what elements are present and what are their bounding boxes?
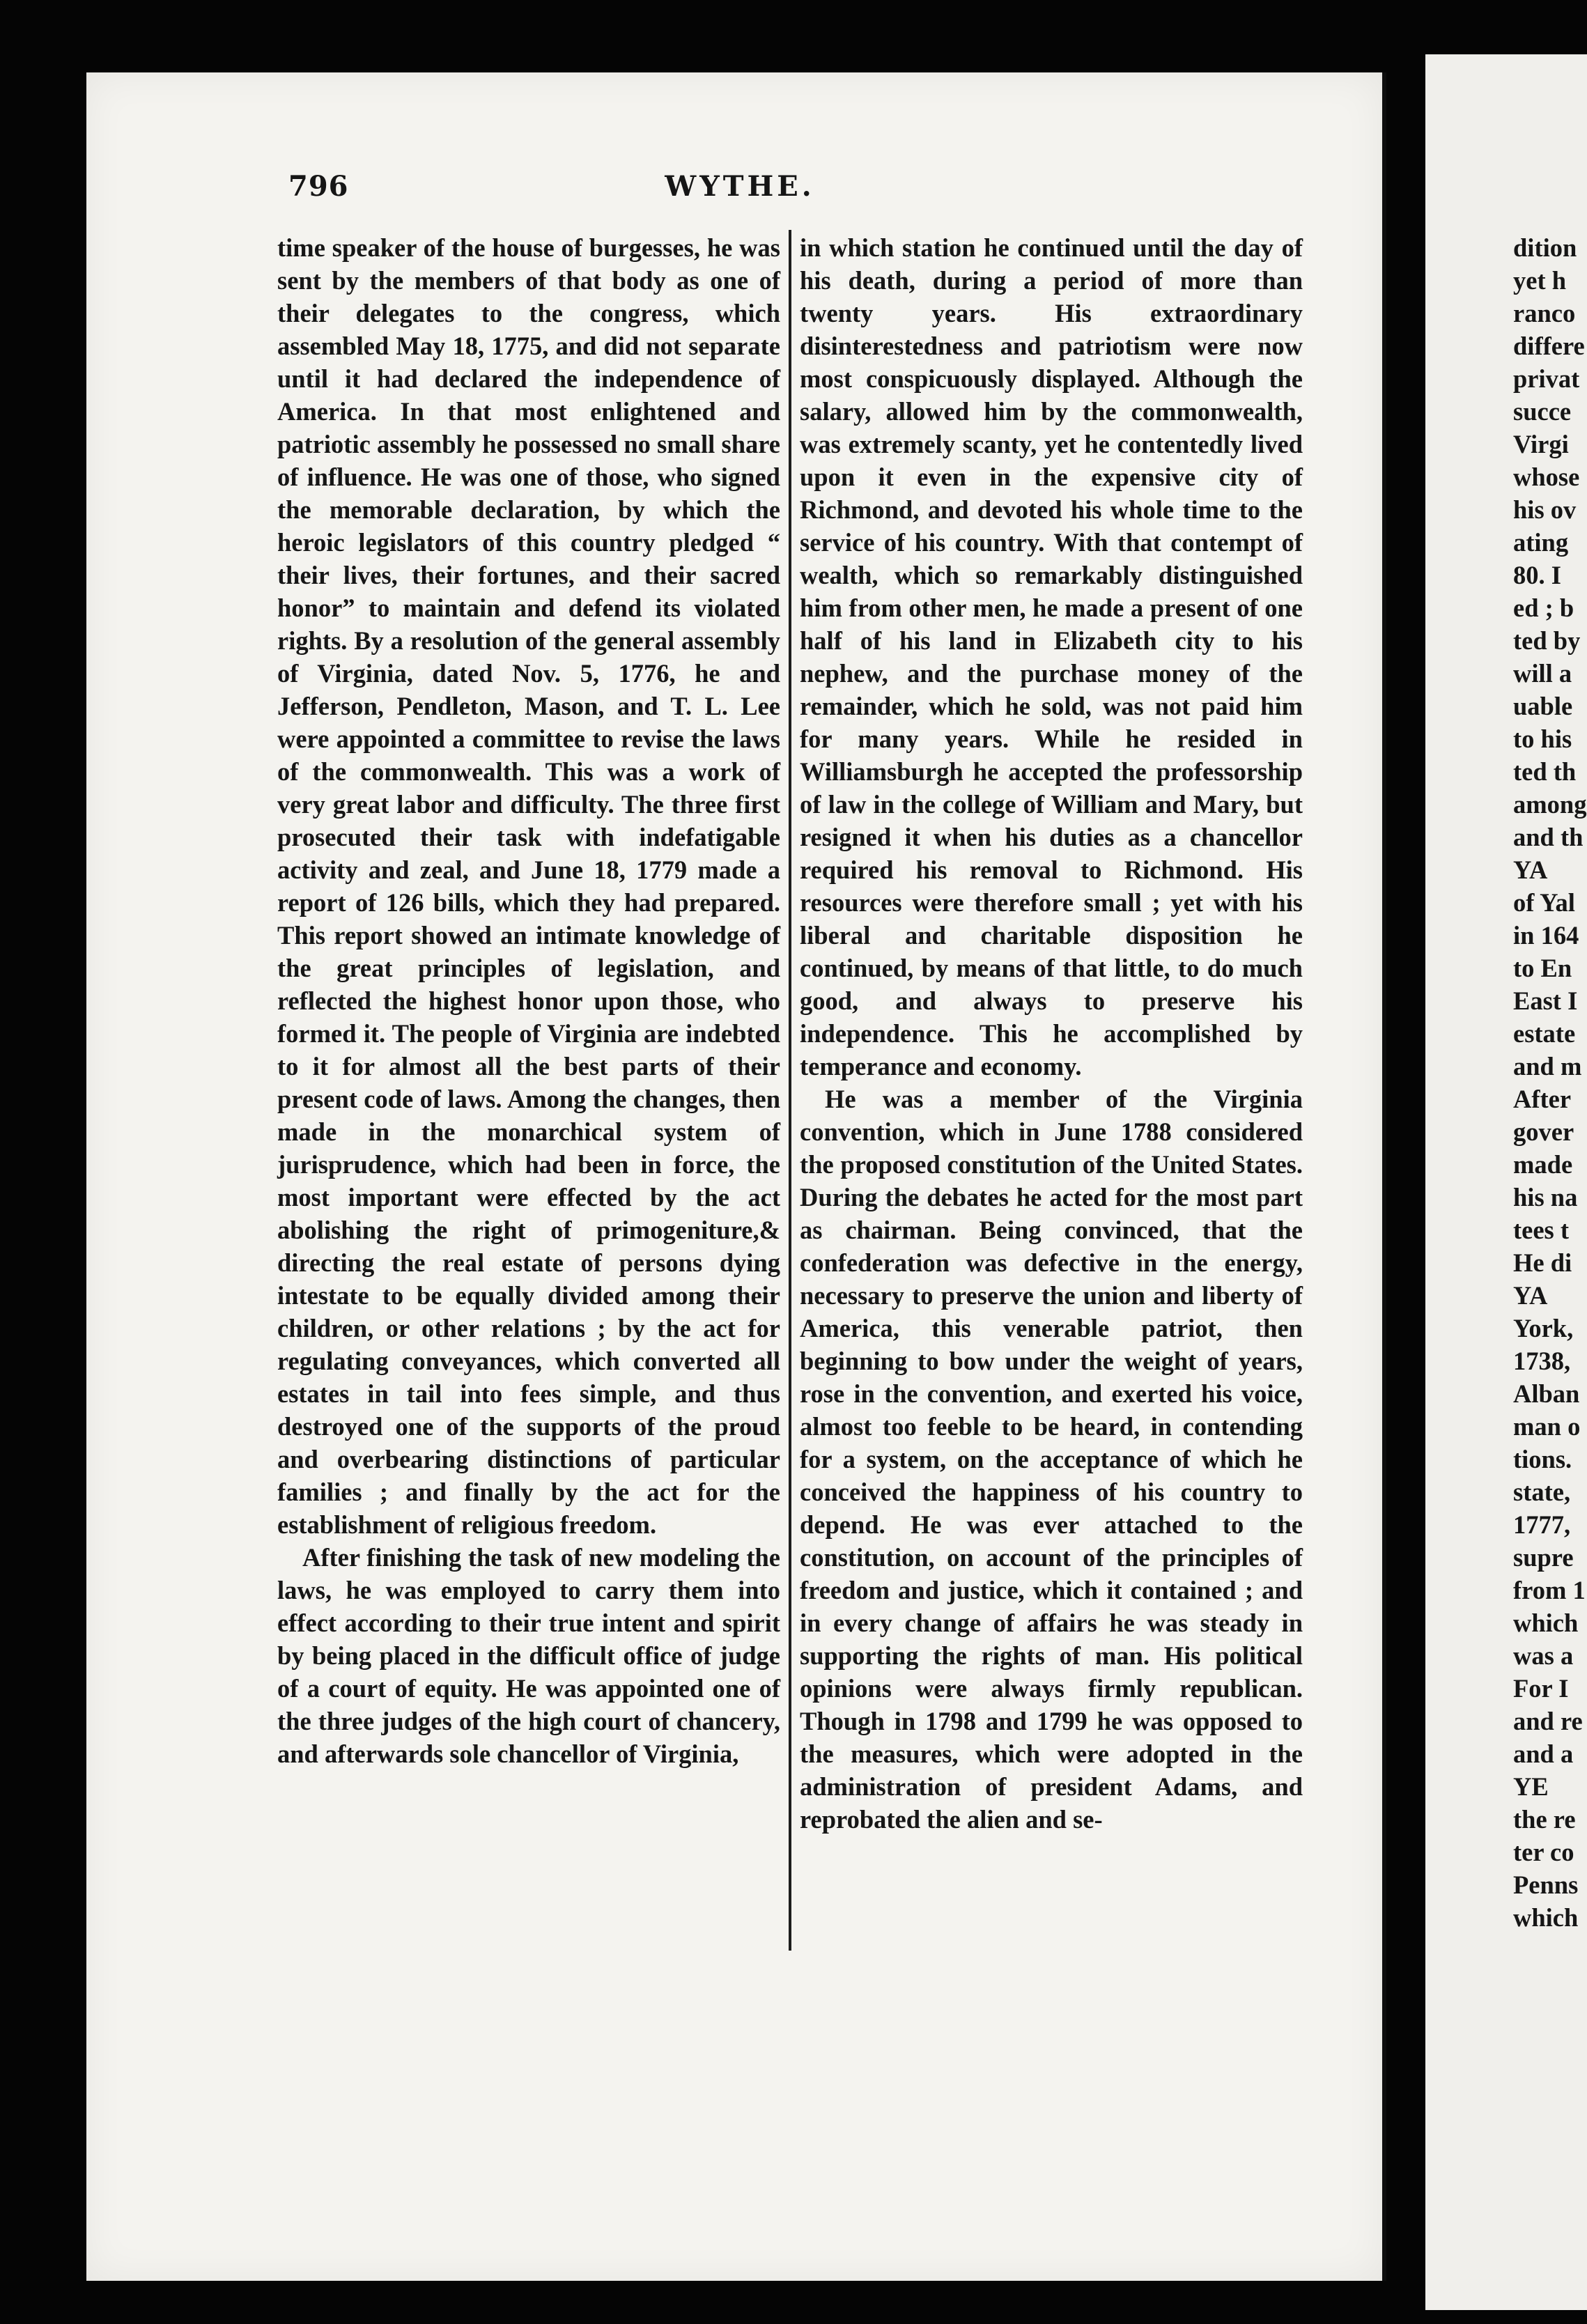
adjacent-page-line: ter co (1513, 1838, 1574, 1866)
adjacent-page-line: and re (1513, 1707, 1583, 1735)
adjacent-page-line: will a (1513, 659, 1572, 688)
adjacent-page-line: dition (1513, 233, 1577, 262)
adjacent-page-line: After (1513, 1085, 1572, 1113)
adjacent-page-text (1513, 231, 1587, 1934)
adjacent-page-line: in 164 (1513, 921, 1579, 950)
adjacent-page-line: supre (1513, 1543, 1574, 1572)
adjacent-page-line: Penns (1513, 1870, 1579, 1899)
adjacent-page-line: Virgi (1513, 430, 1569, 458)
paragraph: time speaker of the house of burgesses, he was sent by the members of that body as one of their delegates to the congress, which assembled May 18, 1775, and did not separate until it had declared the independence of America. In that most enlightened and patriotic assembly he possessed no small share of influence. He was one of those, who signed the memorable declaration, by which the heroic legislators of this country pledged “ their lives, their fortunes, and their sacred honor” to maintain and defend its violated rights. By a resolution of the general assembly of Virginia, dated Nov. 5, 1776, he and Jefferson, Pendleton, Mason, and T. L. Lee were appointed a committee to revise the laws of the commonwealth. This was a work of very great labor and difficulty. The three first prosecuted their task with indefatigable activity and zeal, and June 18, 1779 made a report of 126 bills, which they had prepared. This report showed an intimate knowledge of the great principles of legislation, and reflected the highest honor upon those, who formed it. The people of Virginia are indebted to it for almost all the best parts of their present code of laws. Among the changes, then made in the monarchical system of jurisprudence, which had been in force, the most important were effected by the act abolishing the right of primogeniture,& directing the real estate of persons dying intestate to be equally divided among their children, or other relations ; by the act for regulating conveyances, which converted all estates in tail into fees simple, and thus destroyed one of the supports of the proud and overbearing distinctions of particular families ; and finally by the act for the establishment of religious freedom. (277, 233, 780, 1539)
adjacent-page-line: and m (1513, 1052, 1582, 1080)
adjacent-page-line: yet h (1513, 266, 1567, 295)
paragraph: After finishing the task of new modeling the laws, he was employed to carry them into effect according to their true intent and spirit by being placed in the difficult office of judge of a court of equity. He was appointed one of the three judges of the high court of chancery, and afterwards sole chancellor of Virginia, (277, 1543, 780, 1768)
text-column-left (277, 231, 780, 1770)
adjacent-page-line: and th (1513, 823, 1584, 851)
adjacent-page-line: and a (1513, 1740, 1574, 1768)
adjacent-page-line: YA (1513, 1281, 1548, 1310)
adjacent-page-line: East I (1513, 986, 1578, 1015)
adjacent-page-line: was a (1513, 1641, 1574, 1670)
adjacent-page-line: privat (1513, 364, 1580, 393)
page-edge (1382, 72, 1386, 2281)
adjacent-page-line: to En (1513, 954, 1572, 982)
adjacent-page-line: his na (1513, 1183, 1578, 1211)
adjacent-page-line: YE (1513, 1772, 1549, 1801)
adjacent-page-line: state, (1513, 1478, 1571, 1506)
adjacent-page-line: He di (1513, 1248, 1572, 1277)
adjacent-page-line: ating (1513, 528, 1569, 557)
adjacent-page-line: differe (1513, 332, 1585, 360)
adjacent-page-line: among (1513, 790, 1587, 819)
text-column-right (800, 231, 1303, 1836)
adjacent-page-line: succe (1513, 397, 1572, 426)
adjacent-page-line: the re (1513, 1805, 1576, 1834)
adjacent-page-line: tions. (1513, 1445, 1572, 1473)
adjacent-page-line: YA (1513, 855, 1548, 884)
paragraph: in which station he continued until the day of his death, during a period of more than twenty years. His extraordinary disinterestedness and patriotism were now most conspicuously displayed. Although the salary, allowed him by the commonwealth, was extremely scanty, yet he contentedly lived upon it even in the expensive city of Richmond, and devoted his whole time to the service of his country. With that contempt of wealth, which so remarkably distinguished him from other men, he made a present of one half of his land in Elizabeth city to his nephew, and the purchase money of the remainder, which he sold, was not paid him for many years. While he resided in Williamsburgh he accepted the professorship of law in the college of William and Mary, but resigned it when his duties as a chancellor required his removal to Richmond. His resources were therefore small ; yet with his liberal and charitable disposition he continued, by means of that little, to do much good, and always to preserve his independence. This he accomplished by temperance and economy. (800, 233, 1303, 1080)
page-header (203, 170, 1276, 212)
adjacent-page-line: 1738, (1513, 1347, 1571, 1375)
running-head: WYTHE. (665, 170, 815, 203)
column-divider (789, 230, 791, 1951)
adjacent-page-line: uable (1513, 692, 1573, 720)
adjacent-page-line: York, (1513, 1314, 1574, 1342)
paragraph: He was a member of the Virginia convention, which in June 1788 considered the proposed constitution of the United States. During the debates he acted for the most part as chairman. Being convinced, that the confederation was defective in the energy, necessary to preserve the union and liberty of America, this venerable patriot, then beginning to bow under the weight of years, rose in the convention, and exerted his voice, almost too feeble to be heard, in contending for a system, on the acceptance of which he conceived the happiness of his country to depend. He was ever attached to the constitution, on account of the principles of freedom and justice, which it contained ; and in every change of affairs he was steady in supporting the rights of man. His political opinions were always firmly republican. Though in 1798 and 1799 he was opposed to the measures, which were adopted in the administration of president Adams, and reprobated the alien and se- (800, 1085, 1303, 1834)
adjacent-page-line: made (1513, 1150, 1573, 1179)
adjacent-page-line: ranco (1513, 299, 1576, 327)
adjacent-page-line: ted th (1513, 757, 1577, 786)
adjacent-page-line: his ov (1513, 495, 1577, 524)
adjacent-page-line: 1777, (1513, 1510, 1571, 1539)
adjacent-page-line: man o (1513, 1412, 1581, 1441)
adjacent-page-line: whose (1513, 463, 1580, 491)
adjacent-page-line: which (1513, 1903, 1579, 1932)
adjacent-page-line: ted by (1513, 626, 1581, 655)
adjacent-page-line: ed ; b (1513, 594, 1574, 622)
adjacent-page-line: which (1513, 1609, 1579, 1637)
adjacent-page-line: to his (1513, 725, 1572, 753)
adjacent-page-line: tees t (1513, 1216, 1570, 1244)
page-number: 796 (288, 170, 349, 203)
adjacent-page-line: Alban (1513, 1379, 1580, 1408)
adjacent-page-line: For I (1513, 1674, 1569, 1703)
adjacent-page-line: gover (1513, 1117, 1574, 1146)
adjacent-page-line: of Yal (1513, 888, 1575, 917)
adjacent-page-line: 80. I (1513, 561, 1561, 589)
adjacent-page-line: from 1 (1513, 1576, 1586, 1604)
adjacent-page-line: estate (1513, 1019, 1576, 1048)
